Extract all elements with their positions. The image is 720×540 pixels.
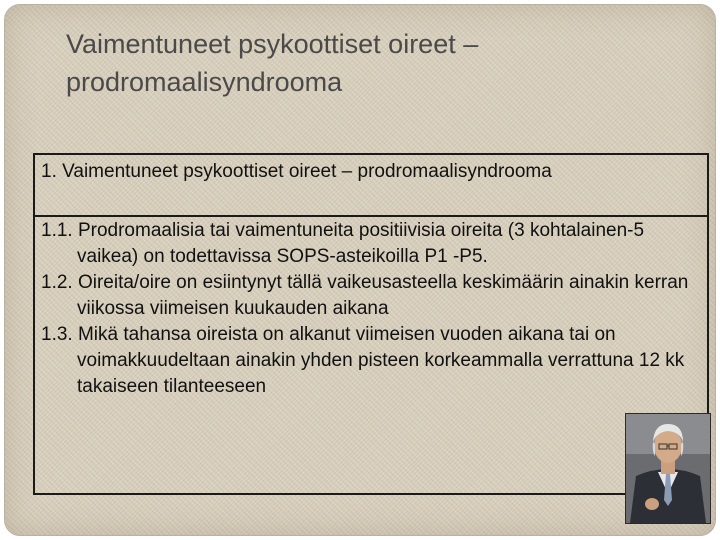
criteria-list: [35, 218, 707, 400]
criterion-1-2: 1.2. Oireita/oire on esiintynyt tällä vaikeusasteella keskimäärin ainakin kerran viikossa viimeisen kuukauden aikana: [41, 272, 689, 319]
table-heading: 1. Vaimentuneet psykoottiset oireet – prodromaalisyndrooma: [41, 161, 552, 182]
portrait-photo: [625, 413, 711, 524]
content-table: [33, 153, 709, 495]
criterion-1-3: 1.3. Mikä tahansa oireista on alkanut viimeisen vuoden aikana tai on voimakkuudeltaan ainakin yhden pisteen korkeammalla verrattuna 12 kk takaiseen tilanteeseen: [41, 324, 685, 397]
slide: [4, 4, 716, 536]
criterion-1-1: 1.1. Prodromaalisia tai vaimentuneita positiivisia oireita (3 kohtalainen-5 vaikea) on todettavissa SOPS-asteikoilla P1 -P5.: [41, 220, 645, 267]
portrait-image: [626, 414, 710, 523]
slide-title: Vaimentuneet psykoottiset oireet – prodromaalisyndrooma: [66, 29, 479, 97]
table-header-row: [35, 155, 707, 217]
